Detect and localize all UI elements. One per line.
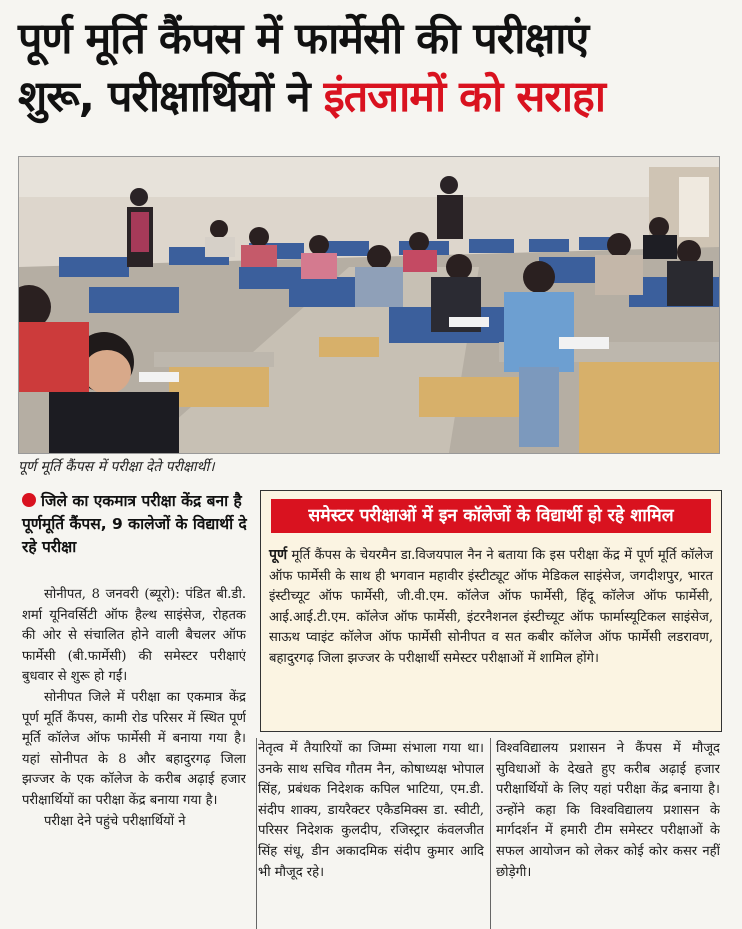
colleges-box-title: समेस्टर परीक्षाओं में इन कॉलेजों के विद्यार्थी हो रहे शामिल — [271, 499, 711, 533]
headline-line-1: पूर्ण मूर्ति कैंपस में फार्मेसी की परीक्षाएं — [18, 14, 589, 64]
column-divider-1 — [256, 738, 257, 929]
headline-line-2 — [18, 68, 728, 126]
headline — [18, 10, 728, 126]
subheadline-text: जिले का एकमात्र परीक्षा केंद्र बना है पूर्णमूर्ति कैंपस, 9 कालेजों के विद्यार्थी दे रहे परीक्षा — [22, 492, 247, 556]
headline-line-2-red: इंतजामों को सराहा — [309, 72, 605, 122]
article-column-2 — [258, 739, 484, 929]
subheadline — [22, 490, 254, 559]
colleges-box-body: मूर्ति कैंपस के चेयरमैन डा.विजयपाल नैन ने बताया कि इस परीक्षा केंद्र में पूर्ण मूर्ति कॉलेज ऑफ फार्मेसी के साथ ही भगवान महावीर इंस्टीट्यूट ऑफ मेडिकल साइंसेज, जगदीशपुर, भारत इंस्टीच्यूट ऑफ फार्मेसी, जी.वी.एम. कॉलेज ऑफ फार्मेसी, हिंदू कॉलेज ऑफ फार्मेसी, आई.आई.टी.एम. कॉलेज ऑफ फार्मेसी, इंटरनैशनल इंस्टीच्यूट ऑफ फार्मास्यूटिकल साइंसेज, साऊथ प्वाइंट कॉलेज ऑफ फार्मेसी सोनीपत व सत कबीर कॉलेज ऑफ फार्मेसी लडरावण, बहादुरगढ़ जिला झज्जर के परीक्षार्थी समेस्टर परीक्षाओं में शामिल होंगे। — [269, 548, 713, 666]
paragraph-2: सोनीपत जिले में परीक्षा का एकमात्र केंद्र पूर्ण मूर्ति कैंपस, कामी रोड परिसर में स्थित पूर्ण मूर्ति कॉलेज ऑफ फार्मेसी में बनाया गया है। यहां सोनीपत के 8 और बहादुरगढ़ जिला झज्जर के एक कॉलेज के करीब अढ़ाई हजार परीक्षार्थियों का परीक्षा केंद्र बनाया गया है। — [22, 689, 246, 808]
headline-line-2-black: शुरू, परीक्षार्थियों ने — [18, 72, 310, 122]
colleges-box-lead: पूर्ण — [269, 547, 288, 563]
column-2-text: नेतृत्व में तैयारियों का जिम्मा संभाला गया था। उनके साथ सचिव गौतम नैन, कोषाध्यक्ष भोपाल सिंह, प्रबंधक निदेशक कपिल भाटिया, एम.डी. संदीप शाक्य, डायरैक्टर एकैडमिक्स डा. स्वीटी, परिसर निदेशक कुलदीप, रजिस्ट्रार कंवलजीत सिंह संधू, डीन अकादमिक संदीप कुमार आदि भी मौजूद रहे। — [258, 741, 484, 880]
column-3-text: विश्वविद्यालय प्रशासन ने कैंपस में मौजूद सुविधाओं के देखते हुए करीब अढ़ाई हजार परीक्षार्थियों के लिए यहां परीक्षा केंद्र बनाया है। उन्होंने कहा कि विश्वविद्यालय प्रशासन के मार्गदर्शन में हमारी टीम समेस्टर परीक्षाओं के सफल आयोजन को लेकर कोई कोर कसर नहीं छोड़ेगी। — [496, 741, 720, 880]
colleges-box — [260, 490, 722, 732]
photo-caption: पूर्ण मूर्ति कैंपस में परीक्षा देते परीक्षार्थी। — [18, 459, 215, 475]
column-divider-2 — [490, 738, 491, 929]
paragraph-3: परीक्षा देने पहुंचे परीक्षार्थियों ने — [44, 813, 186, 829]
exam-hall-photo — [18, 156, 720, 454]
paragraph-1: सोनीपत, 8 जनवरी (ब्यूरो): पंडित बी.डी. शर्मा यूनिवर्सिटी ऑफ हैल्थ साइंसेज, रोहतक की ओर से संचालित होने वाली बैचलर ऑफ फार्मेसी (बी.फार्मेसी) की समेस्टर परीक्षाएं बुधवार से शुरू हो गईं। — [22, 587, 246, 685]
red-bullet-icon — [22, 493, 36, 507]
exam-hall-illustration — [19, 157, 719, 453]
colleges-box-text — [269, 545, 713, 670]
article-column-1 — [22, 585, 246, 929]
article-column-3 — [496, 739, 720, 929]
